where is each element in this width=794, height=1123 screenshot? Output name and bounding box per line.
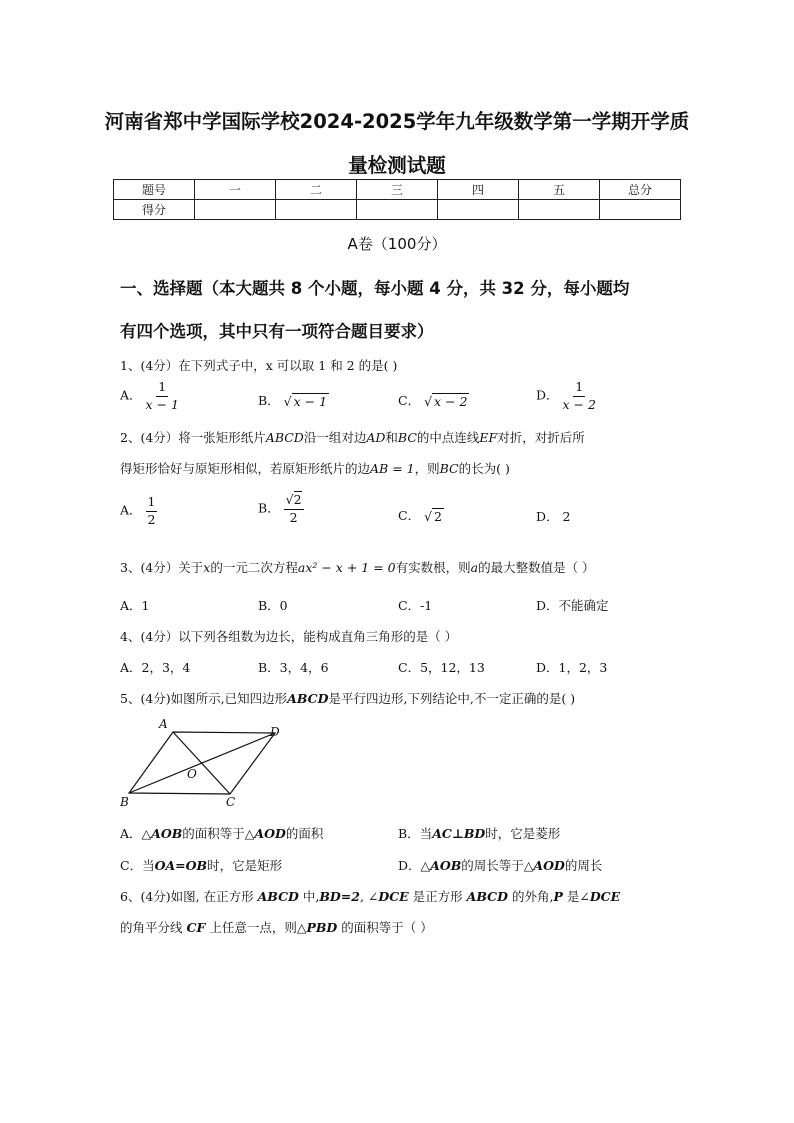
score-input-cell[interactable] — [195, 200, 276, 220]
q6-stem-line1 — [120, 887, 620, 905]
option-label: C． — [398, 508, 421, 523]
text: 对折，对折后所 — [497, 430, 585, 445]
text: 的外角, — [511, 889, 554, 904]
score-cell: 五 — [519, 180, 600, 200]
score-input-cell[interactable] — [276, 200, 357, 220]
fraction — [563, 381, 596, 411]
fraction — [284, 494, 304, 524]
vertex-label-b: B — [120, 795, 129, 809]
score-header-row — [114, 180, 681, 200]
text: 时，它是菱形 — [485, 826, 561, 841]
text: 的中点连线 — [416, 430, 480, 445]
numerator: 1 — [146, 496, 158, 512]
q5-option-b[interactable] — [398, 824, 560, 842]
math: AD — [366, 430, 386, 445]
score-cell: 总分 — [600, 180, 681, 200]
q3-option-b[interactable]: B．0 — [258, 598, 288, 613]
text: 6、(4分)如图, 在正方形 — [120, 889, 254, 904]
title-line-1: 河南省郑中学国际学校2024-2025学年九年级数学第一学期开学质 — [104, 110, 690, 133]
q4-option-b[interactable]: B．3，4，6 — [258, 660, 329, 675]
q2-option-d[interactable] — [536, 507, 570, 525]
text: 是平行四边形,下列结论中,不一定正确的是( ) — [328, 691, 576, 706]
text: 的最大整数值是（ ） — [478, 560, 595, 575]
math: BC — [397, 430, 417, 445]
q3-option-a[interactable]: A．1 — [120, 598, 150, 613]
option-label: B． — [258, 393, 280, 408]
radicand: 2 — [434, 509, 442, 524]
text: 的面积等于△ — [182, 826, 255, 841]
score-input-cell[interactable] — [357, 200, 438, 220]
text: 3、(4分）关于 — [120, 560, 204, 575]
math: ABCD — [466, 889, 508, 904]
q2-option-b[interactable] — [258, 494, 304, 524]
option-label: D． — [536, 387, 559, 403]
text: 5、(4分)如图所示,已知四边形 — [120, 691, 288, 706]
text: 上任意一点，则△ — [209, 920, 307, 935]
q4-option-c[interactable]: C．5，12，13 — [398, 660, 485, 675]
denominator: x − 1 — [145, 396, 179, 412]
math: ABCD — [257, 889, 299, 904]
math: ABCD — [265, 430, 304, 445]
math: CF — [186, 920, 206, 935]
math: AC⊥BD — [432, 826, 486, 841]
score-cell: 题号 — [114, 180, 195, 200]
q3-option-d[interactable]: D．不能确定 — [536, 598, 609, 613]
math: EF — [479, 430, 498, 445]
denominator: x − 2 — [562, 396, 596, 412]
math: BC — [439, 461, 459, 476]
text: 沿一组对边 — [303, 430, 367, 445]
vertex-label-a: A — [159, 717, 168, 731]
q5-stem — [120, 689, 575, 707]
vertex-label-d: D — [270, 725, 280, 739]
math: PBD — [306, 920, 338, 935]
part-a-heading: A卷（100分） — [347, 235, 447, 253]
q1-option-c[interactable] — [398, 391, 469, 409]
score-input-cell[interactable] — [438, 200, 519, 220]
q1-stem: 1、(4分）在下列式子中，x 可以取 1 和 2 的是( ) — [120, 358, 398, 373]
math: DCE — [378, 889, 409, 904]
q6-stem-line2 — [120, 918, 433, 936]
math: OA=OB — [154, 858, 208, 873]
vertex-label-c: C — [226, 795, 236, 809]
text: 的面积等于（ ） — [341, 920, 433, 935]
radicand: 2 — [293, 492, 302, 507]
section1-heading-line1: 一、选择题（本大题共 8 个小题，每小题 4 分，共 32 分，每小题均 — [120, 279, 630, 298]
score-cell: 二 — [276, 180, 357, 200]
q1-option-d[interactable] — [536, 381, 596, 411]
score-value-row — [114, 200, 681, 220]
q2-stem-line2 — [120, 459, 510, 477]
option-label: B． — [258, 500, 280, 516]
radicand: x − 1 — [293, 394, 328, 409]
score-cell: 三 — [357, 180, 438, 200]
q2-option-c[interactable] — [398, 506, 444, 524]
text: 的面积 — [285, 826, 324, 841]
math: P — [553, 889, 563, 904]
text: 2、(4分）将一张矩形纸片 — [120, 430, 266, 445]
q3-option-c[interactable]: C．-1 — [398, 598, 433, 613]
section1-heading-line2: 有四个选项，其中只有一项符合题目要求） — [120, 322, 434, 341]
sqrt-expression: √ x − 1 — [283, 394, 328, 409]
sqrt-expression: √ 2 — [424, 509, 442, 524]
center-label-o: O — [187, 767, 197, 781]
option-label: A． — [120, 387, 142, 403]
q2-stem-line1 — [120, 428, 585, 446]
text: 中, — [302, 889, 320, 904]
title-line-2: 量检测试题 — [348, 154, 446, 177]
fraction — [146, 381, 179, 411]
sqrt-expression: √ x − 2 — [424, 394, 468, 409]
math: DCE — [589, 889, 621, 904]
text: 得矩形恰好与原矩形相似，若原矩形纸片的边 — [120, 461, 371, 476]
math: x — [203, 560, 211, 575]
score-table — [113, 179, 681, 220]
q4-option-d[interactable]: D．1，2，3 — [536, 660, 608, 675]
score-input-cell[interactable] — [519, 200, 600, 220]
text: 的周长 — [564, 858, 603, 873]
q5-option-c[interactable] — [120, 856, 282, 874]
math: ax² − x + 1 = 0 — [297, 560, 396, 575]
math: AB = 1 — [370, 461, 415, 476]
score-cell: 四 — [438, 180, 519, 200]
text: 时，它是矩形 — [207, 858, 283, 873]
numerator: 1 — [573, 381, 585, 397]
text: 的周长等于△ — [461, 858, 534, 873]
q2-option-a[interactable] — [120, 496, 157, 526]
math: AOB — [151, 826, 183, 841]
text: 的长为( ) — [458, 461, 510, 476]
q3-stem — [120, 558, 595, 576]
fraction — [146, 496, 158, 526]
option-label: A． — [120, 502, 142, 518]
score-input-cell[interactable] — [600, 200, 681, 220]
text: 有实数根，则 — [395, 560, 471, 575]
q5-option-d[interactable] — [398, 856, 602, 874]
parallelogram-figure — [115, 712, 295, 812]
denominator: 2 — [289, 509, 298, 525]
math: AOD — [254, 826, 286, 841]
text: C．当 — [120, 858, 155, 873]
q1-option-a[interactable] — [120, 381, 179, 411]
numerator: √2 — [284, 494, 304, 510]
math: BD=2 — [319, 889, 360, 904]
text: , ∠ — [359, 889, 379, 904]
score-row-label: 得分 — [114, 200, 195, 220]
q4-stem: 4、(4分）以下列各组数为边长，能构成直角三角形的是（ ） — [120, 629, 458, 644]
math: AOD — [533, 858, 565, 873]
option-value: 2 — [562, 509, 571, 524]
text: ，则 — [414, 461, 440, 476]
q4-option-a[interactable]: A．2，3，4 — [120, 660, 191, 675]
text: D．△ — [398, 858, 431, 873]
text: A．△ — [120, 826, 152, 841]
q1-option-b[interactable] — [258, 391, 329, 409]
text: 的角平分线 — [120, 920, 183, 935]
text: 和 — [385, 430, 398, 445]
text: 是∠ — [566, 889, 590, 904]
radicand: x − 2 — [434, 394, 468, 409]
text: 是正方形 — [412, 889, 463, 904]
numerator: 1 — [156, 381, 168, 397]
option-label: D． — [536, 509, 559, 524]
denominator: 2 — [147, 511, 156, 527]
math: AOB — [430, 858, 462, 873]
text: 的一元二次方程 — [210, 560, 298, 575]
option-label: C． — [398, 393, 421, 408]
math: a — [470, 560, 479, 575]
q5-option-a[interactable] — [120, 824, 323, 842]
score-cell: 一 — [195, 180, 276, 200]
math: ABCD — [287, 691, 329, 706]
text: B．当 — [398, 826, 433, 841]
